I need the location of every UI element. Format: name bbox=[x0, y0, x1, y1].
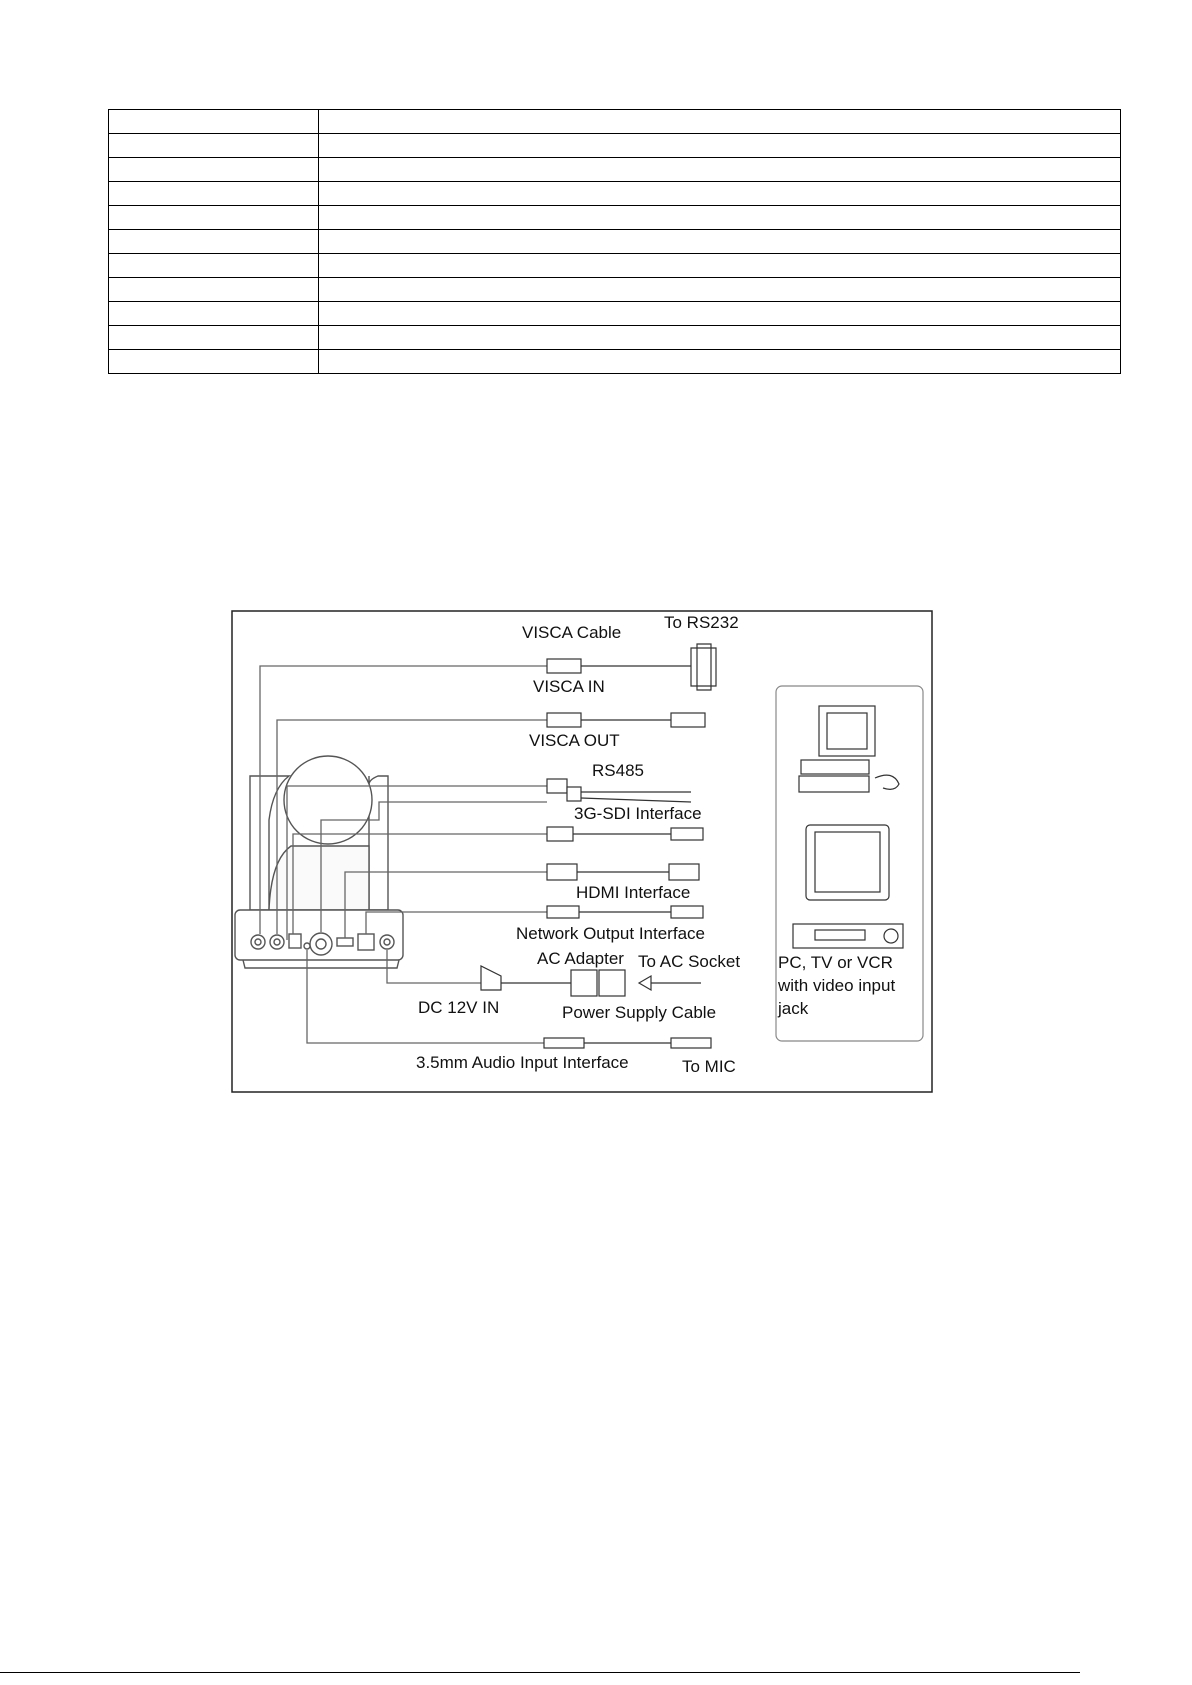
table-cell-label bbox=[109, 230, 319, 254]
tv-icon bbox=[806, 825, 889, 900]
table-cell-value bbox=[319, 158, 1121, 182]
label-power-cable: Power Supply Cable bbox=[562, 1003, 717, 1022]
table-row bbox=[109, 326, 1121, 350]
label-audio: 3.5mm Audio Input Interface bbox=[416, 1053, 629, 1072]
table-cell-value bbox=[319, 278, 1121, 302]
label-to-rs232: To RS232 bbox=[664, 613, 739, 632]
table-cell-value bbox=[319, 206, 1121, 230]
table-cell-label bbox=[109, 254, 319, 278]
label-ac-adapter: AC Adapter bbox=[537, 949, 624, 968]
table-cell-value bbox=[319, 110, 1121, 134]
table-cell-value bbox=[319, 182, 1121, 206]
label-network: Network Output Interface bbox=[516, 924, 705, 943]
table-cell-label bbox=[109, 158, 319, 182]
table-cell-value bbox=[319, 134, 1121, 158]
label-rs485: RS485 bbox=[592, 761, 644, 780]
table-cell-value bbox=[319, 230, 1121, 254]
table-cell-label bbox=[109, 350, 319, 374]
table-row bbox=[109, 254, 1121, 278]
label-device-line1: PC, TV or VCR bbox=[778, 953, 893, 972]
table-row bbox=[109, 134, 1121, 158]
label-sdi: 3G-SDI Interface bbox=[574, 804, 702, 823]
label-device-line2: with video input bbox=[778, 976, 896, 995]
spec-table-body bbox=[109, 110, 1121, 374]
label-to-ac-socket: To AC Socket bbox=[638, 952, 741, 971]
label-device-line3: jack bbox=[778, 999, 809, 1018]
label-dc-in: DC 12V IN bbox=[418, 998, 500, 1017]
table-cell-value bbox=[319, 302, 1121, 326]
table-cell-label bbox=[109, 134, 319, 158]
table-row bbox=[109, 278, 1121, 302]
table-cell-label bbox=[109, 206, 319, 230]
label-to-mic: To MIC bbox=[682, 1057, 736, 1076]
label-visca-cable: VISCA Cable bbox=[522, 623, 622, 642]
table-row bbox=[109, 230, 1121, 254]
table-row bbox=[109, 158, 1121, 182]
label-visca-in: VISCA IN bbox=[533, 677, 605, 696]
table-cell-label bbox=[109, 110, 319, 134]
vcr-icon bbox=[793, 924, 903, 948]
table-cell-value bbox=[319, 350, 1121, 374]
table-cell-label bbox=[109, 302, 319, 326]
table-row bbox=[109, 302, 1121, 326]
table-cell-value bbox=[319, 254, 1121, 278]
label-visca-out: VISCA OUT bbox=[529, 731, 620, 750]
table-cell-value bbox=[319, 326, 1121, 350]
table-row bbox=[109, 110, 1121, 134]
table-row bbox=[109, 350, 1121, 374]
table-cell-label bbox=[109, 182, 319, 206]
table-cell-label bbox=[109, 278, 319, 302]
table-row bbox=[109, 182, 1121, 206]
footer-rule bbox=[0, 1672, 1080, 1673]
table-row bbox=[109, 206, 1121, 230]
spec-table bbox=[108, 109, 1121, 374]
label-hdmi: HDMI Interface bbox=[576, 883, 691, 902]
connection-diagram bbox=[231, 610, 933, 1093]
table-cell-label bbox=[109, 326, 319, 350]
